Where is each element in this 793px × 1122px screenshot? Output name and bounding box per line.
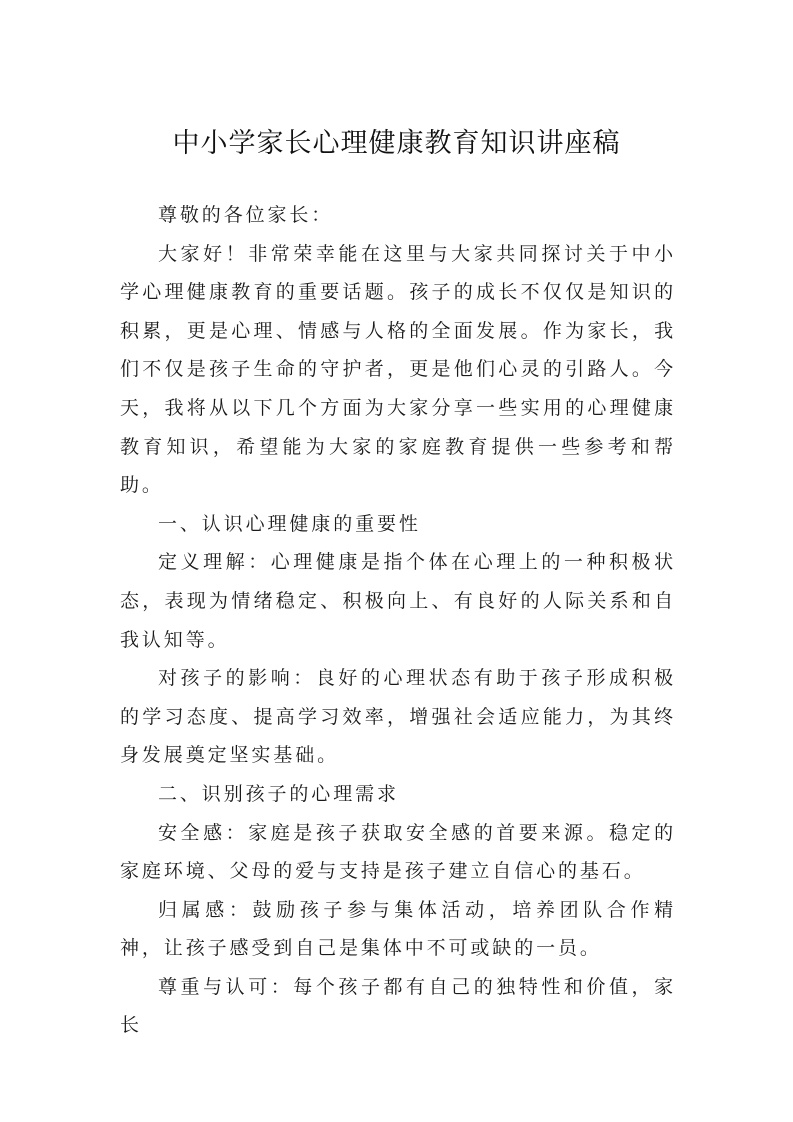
paragraph-intro: 大家好！非常荣幸能在这里与大家共同探讨关于中小学心理健康教育的重要话题。孩子的成长不仅仅是知识的积累，更是心理、情感与人格的全面发展。作为家长，我们不仅是孩子生命的守护者，更是他们心灵的引路人。今天，我将从以下几个方面为大家分享一些实用的心理健康教育知识，希望能为大家的家庭教育提供一些参考和帮助。: [120, 242, 676, 497]
page-title: 中小学家长心理健康教育知识讲座稿: [172, 128, 621, 159]
paragraph-impact: 对孩子的影响：良好的心理状态有助于孩子形成积极的学习态度、提高学习效率，增强社会适应能力，为其终身发展奠定坚实基础。: [120, 667, 676, 767]
section-heading-2: 二、识别孩子的心理需求: [158, 782, 399, 805]
section-heading-1: 一、认识心理健康的重要性: [158, 512, 421, 535]
document-body: [120, 196, 676, 1045]
paragraph-security: 安全感：家庭是孩子获取安全感的首要来源。稳定的家庭环境、父母的爱与支持是孩子建立自信心的基石。: [120, 821, 676, 883]
paragraph-respect: 尊重与认可：每个孩子都有自己的独特性和价值，家长: [120, 975, 676, 1037]
paragraph-definition: 定义理解：心理健康是指个体在心理上的一种积极状态，表现为情绪稳定、积极向上、有良好的人际关系和自我认知等。: [120, 551, 676, 651]
paragraph-greeting: 尊敬的各位家长：: [158, 204, 334, 226]
paragraph-belonging: 归属感：鼓励孩子参与集体活动，培养团队合作精神，让孩子感受到自己是集体中不可或缺的一员。: [120, 898, 676, 960]
